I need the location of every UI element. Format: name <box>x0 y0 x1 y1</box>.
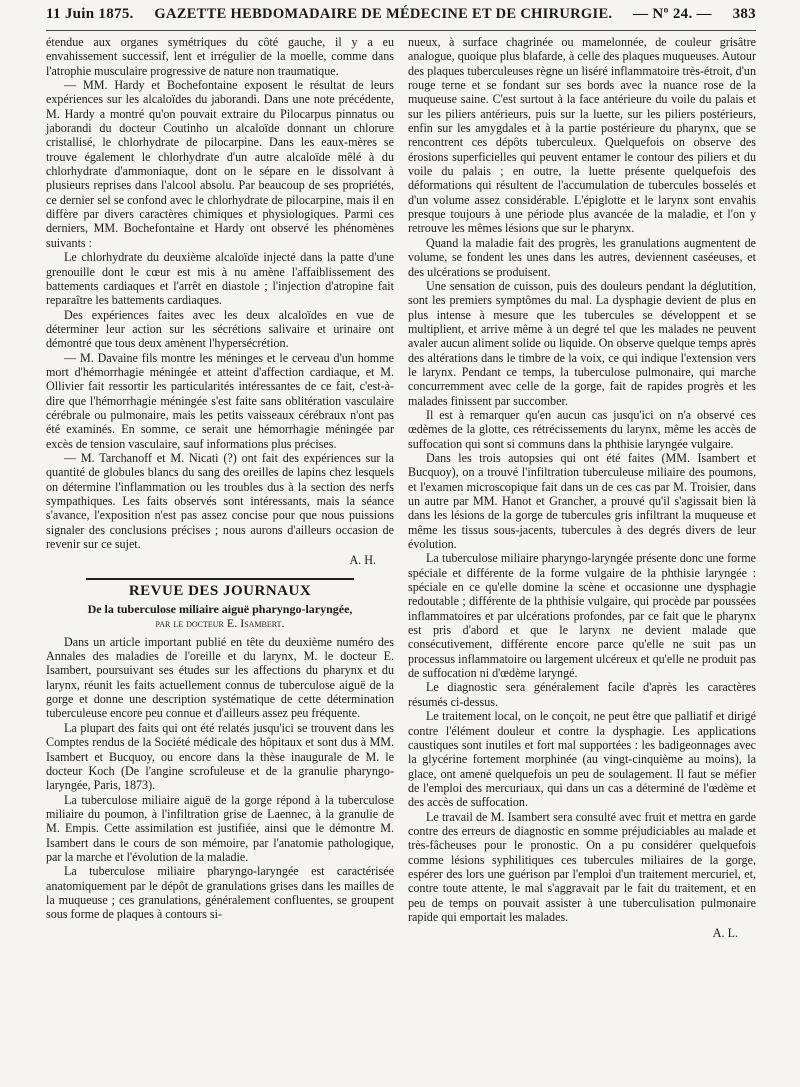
paragraph: — MM. Hardy et Bochefontaine exposent le résultat de leurs expériences sur les alcaloïdes du jaborandi. Dans une note précédente, M. Hardy a montré qu'on pouvait extraire du Pilocarpus pinnatus ou jaborandi du docteur Coutinho un alcaloïde donnant un chlorure cristallisé, le chlorhydrate de pilocarpine. Dans les eaux-mères se trouve également le chlorhydrate d'un autre alcaloïde mêlé à du chlorhydrate d'ammoniaque, dont on le sépare en le dissolvant à plusieurs reprises dans l'alcool absolu. Par beaucoup de ses propriétés, ce dernier sel se confond avec le chlorhydrate de pilocarpine, mais il en diffère par divers caractères chimiques et physiologiques. Parmi ces derniers, MM. Bochefontaine et Hardy ont observé les phénomènes suivants : <box>46 78 394 250</box>
section-heading: REVUE DES JOURNAUX <box>128 582 312 599</box>
columns <box>46 35 756 941</box>
header-issue: — Nº 24. — <box>633 6 712 22</box>
paragraph: La tuberculose miliaire pharyngo-laryngée est caractérisée anatomiquement par le dépôt de granulations grises dans les mailles de la muqueuse ; ces granulations, généralement confluentes, se groupent sous forme de plaques à contours si- <box>46 864 394 922</box>
paragraph: La plupart des faits qui ont été relatés jusqu'ici se trouvent dans les Comptes rendus de la Société médicale des hôpitaux et sont dus à MM. Isambert et Bucquoy, ou encore dans la thèse inaugurale de M. le docteur Koch (De l'angine scrofuleuse et de la granulie pharyngo-laryngée, Paris, 1873). <box>46 720 394 793</box>
page-header <box>46 6 756 31</box>
article-title: De la tuberculose miliaire aiguë pharyngo-laryngée, <box>87 602 353 617</box>
right-column <box>408 35 756 941</box>
paragraph: Il est à remarquer qu'en aucun cas jusqu'ici on n'a observé ces œdèmes de la glotte, ces rétrécissements du larynx, même les accès de suffocation qui sont si communs dans la phthisie laryngée vulgaire. <box>408 407 756 451</box>
paragraph: Dans les trois autopsies qui ont été faites (MM. Isambert et Bucquoy), on a trouvé l'infiltration tuberculeuse miliaire des poumons, et l'examen microscopique fait dans un de ces cas par M. Troisier, dans un autre par MM. Hanot et Grancher, a prouvé qu'il s'agissait bien là dans les lésions de la gorge de tubercules gris infiltrant la muqueuse et même les tissus sous-jacents, tubercules à des degrés divers de leur évolution. <box>408 450 756 552</box>
paragraph: Le chlorhydrate du deuxième alcaloïde injecté dans la patte d'une grenouille dont le cœur est mis à nu amène l'affaiblissement des battements cardiaques et l'arrêt en diastole ; l'injection d'atropine fait reparaître les battements cardiaques. <box>46 250 394 308</box>
paragraph: — M. Tarchanoff et M. Nicati (?) ont fait des expériences sur la quantité de globules blancs du sang des oreilles de lapins chez lesquels on détermine l'inflammation ou les troubles dus à la section des nerfs sympathiques. Les faits observés sont intéressants, mais la séance s'avance, l'exposition n'est pas assez concise pour que nous puissions signaler des conclusions précises ; nous aurons d'ailleurs occasion de revenir sur ce sujet. <box>46 450 394 552</box>
paragraph: Le traitement local, on le conçoit, ne peut être que palliatif et dirigé contre l'élément douleur et contre la dysphagie. Les applications caustiques sont inutiles et fort mal supportées : les badigeonnages avec la glycérine fortement morphinée (au vingt-cinquième au moins), la glace, ont amené quelquefois un peu de soulagement. Il faut se méfier de l'emploi des mercuriaux, qui dans un cas a déterminé de l'œdème et des accès de suffocation. <box>408 709 756 810</box>
paragraph: La tuberculose miliaire pharyngo-laryngée présente donc une forme spéciale et différente de la forme vulgaire de la phthisie laryngée : spéciale en ce qu'elle domine la scène et occasionne une dysphagie redoutable ; différente de la phthisie vulgaire, qui procède par poussées inflammatoires et par ulcérations profondes, par ce fait que le pharynx est pris d'abord et que le larynx ne devient malade que consécutivement, différente encore parce qu'elle ne suit pas un processus inflammatoire ou largement ulcéreux et qu'elle ne produit pas de suffocation ni d'œdème laryngé. <box>408 551 756 681</box>
paragraph: La tuberculose miliaire aiguë de la gorge répond à la tuberculose miliaire du poumon, à l'infiltration grise de Laennec, à la granulie de M. Empis. Cette assimilation est justifiée, ainsi que le démontre M. Isambert dans le cours de son mémoire, par l'anatomie pathologique, par la marche et l'évolution de la maladie. <box>46 792 394 864</box>
signature: A. L. <box>712 926 738 941</box>
article-author: par le docteur E. Isambert. <box>155 616 285 631</box>
paragraph: Une sensation de cuisson, puis des douleurs pendant la déglutition, sont les premiers symptômes du mal. La dysphagie devient de plus en plus intense à mesure que les tubercules se développent et se multiplient, et arrive même à un degré tel que les malades ne peuvent avaler aucun aliment solide ou liquide. On observe quelque temps après des altérations dans le timbre de la voix, ce qui indique l'extension vers le larynx. Pendant ce temps, la tuberculose pulmonaire, qui marche concurremment avec celle de la gorge, fait de rapides progrès et les malades finissent par succomber. <box>408 278 756 408</box>
paragraph: nueux, à surface chagrinée ou mamelonnée, de couleur grisâtre analogue, quoique plus blafarde, à celle des plaques muqueuses. Autour des plaques tuberculeuses règne un liséré inflammatoire très-étroit, d'un rouge terne et se fondant sur ses bords avec la nuance rose de la muqueuse saine. C'est surtout à la face antérieure du voile du palais et sur les piliers antérieurs, puis sur la luette, sur les piliers postérieurs, enfin sur les amygdales et à la partie postérieure du pharynx, que se rencontrent ces dépôts tuberculeux. Quelquefois on observe des érosions superficielles qui peuvent entamer le contour des piliers et du voile du palais ; en outre, la luette présente quelquefois des déformations qui résultent de l'accumulation de tubercules bosselés et d'un volume assez considérable. L'épiglotte et le larynx sont envahis presque toujours à une période plus avancée de la maladie, et l'on y retrouve les mêmes lésions que sur le pharynx. <box>408 35 756 236</box>
paragraph: Des expériences faites avec les deux alcaloïdes en vue de déterminer leur action sur les sécrétions salivaire et urinaire ont démontré que tous deux amènent l'hypersécrétion. <box>46 307 394 351</box>
section-rule <box>86 578 354 580</box>
header-title: GAZETTE HEBDOMADAIRE DE MÉDECINE ET DE CHIRURGIE. <box>154 6 613 22</box>
paragraph: Le diagnostic sera généralement facile d'après les caractères résumés ci-dessus. <box>408 680 756 709</box>
signature: A. H. <box>349 553 376 568</box>
paragraph: — M. Davaine fils montre les méninges et le cerveau d'un homme mort d'hémorrhagie méningée et atteint d'affection cardiaque, et M. Ollivier fait ressortir les particularités intéressantes de ce fait, c'est-à-dire que l'hémorrhagie méningée s'est faite sans oblitération vasculaire cérébrale ou pulmonaire, mais les petits vaisseaux cérébraux n'ont pas été examinés. En somme, ce serait une hémorrhagie méningée par excès de tension vasculaire, sauf informations plus précises. <box>46 350 394 451</box>
header-page-number: 383 <box>732 6 756 22</box>
left-column <box>46 35 394 941</box>
paragraph: Le travail de M. Isambert sera consulté avec fruit et mettra en garde contre des erreurs de diagnostic en somme préjudiciables au malade et très-fâcheuses pour le pronostic. On a pu considérer quelquefois comme lésions syphilitiques ces tubercules miliaires de la gorge, espérer des lors une guérison par l'emploi d'un traitement mercuriel, et, contre toute attente, le mal s'aggravait par le fait du traitement, et en peu de temps on pouvait assister à une tuberculisation pulmonaire rapide qui emportait les malades. <box>408 809 756 924</box>
paragraph: étendue aux organes symétriques du côté gauche, il y a eu envahissement successif, lent et irrégulier de la moelle, comme dans l'atrophie musculaire progressive de nature non traumatique. <box>46 35 394 78</box>
paragraph: Dans un article important publié en tête du deuxième numéro des Annales des maladies de l'oreille et du larynx, M. le docteur E. Isambert, poursuivant ses études sur les affections du pharynx et du larynx, réunit les faits actuellement connus de tuberculose aiguë de la gorge et donne une description systématique de cette détermination tuberculeuse encore peu connue et d'ailleurs assez peu fréquente. <box>46 634 394 721</box>
header-date: 11 Juin 1875. <box>46 6 134 22</box>
paragraph: Quand la maladie fait des progrès, les granulations augmentent de volume, se fondent les unes dans les autres, deviennent caséeuses, et des ulcérations se produisent. <box>408 235 756 279</box>
